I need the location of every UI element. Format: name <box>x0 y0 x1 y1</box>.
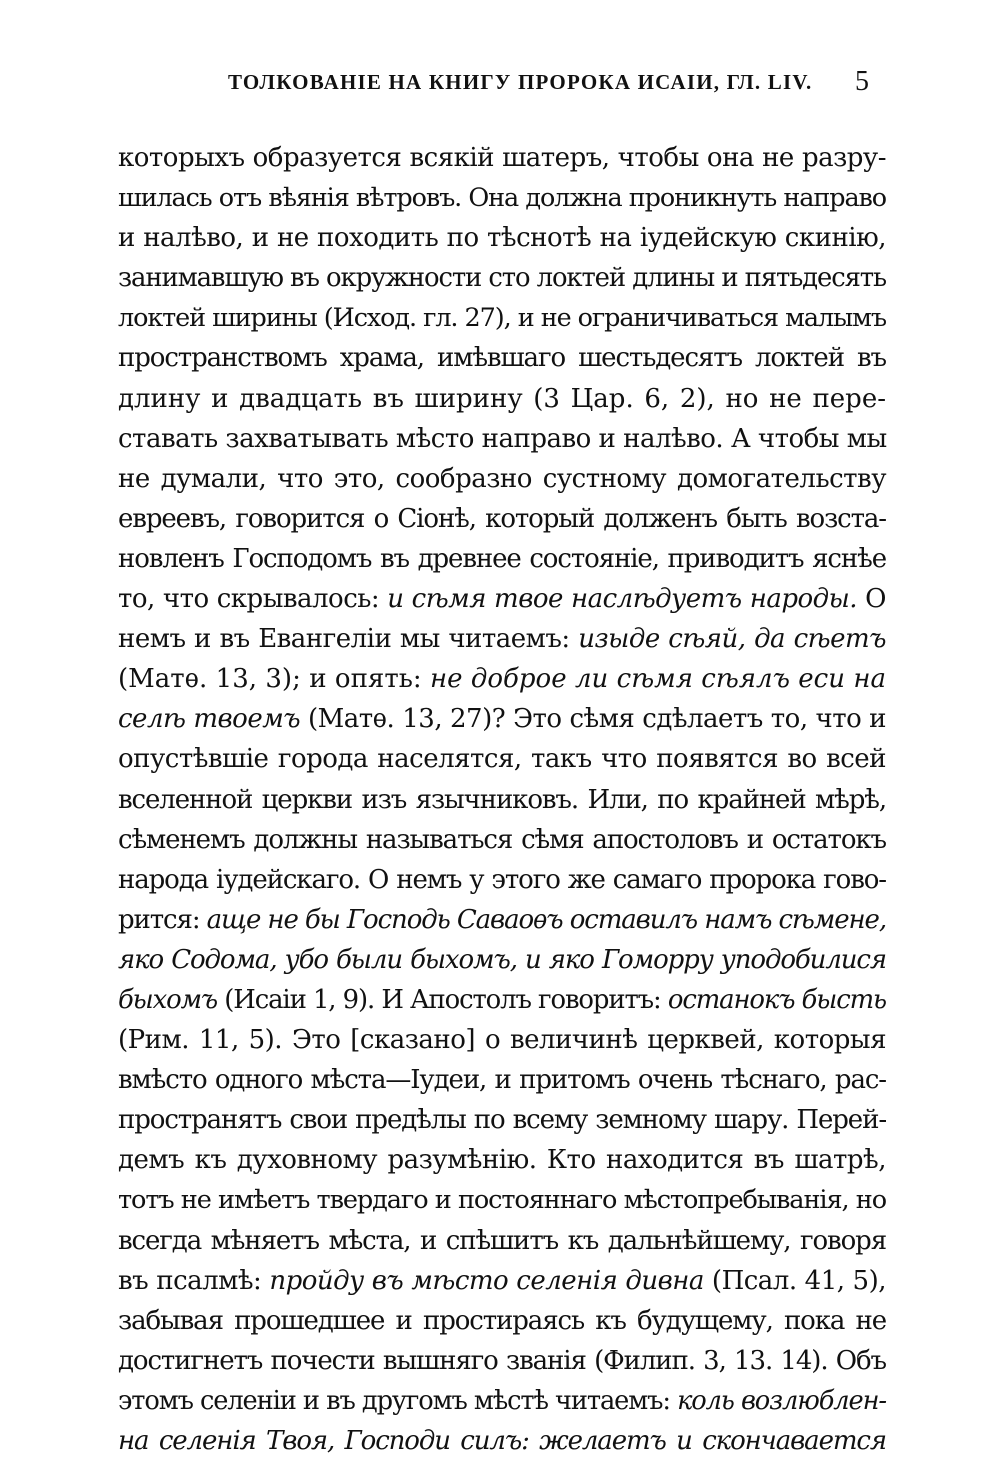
text-line <box>118 499 886 539</box>
italic-quote: изыде сѣяй, да сѣетъ <box>578 624 886 655</box>
text-segment: сѣменемъ должны называться сѣмя апостоловъ и остатокъ <box>118 824 886 855</box>
italic-quote: пройду въ мѣсто селенія дивна <box>269 1265 704 1296</box>
text-line <box>118 539 886 579</box>
text-line <box>118 1261 886 1301</box>
text-line <box>118 739 886 779</box>
text-line <box>118 298 886 338</box>
italic-quote: быхомъ <box>118 984 218 1015</box>
text-line <box>118 1100 886 1140</box>
text-segment: (Псал. 41, 5), <box>703 1265 887 1296</box>
italic-quote: останокъ бысть <box>667 984 886 1015</box>
text-segment: достигнетъ почести вышняго званія (Филип. 3, 13. 14). Объ <box>118 1345 886 1376</box>
text-segment: немъ и въ Евангеліи мы читаемъ: <box>118 624 579 655</box>
text-segment: новленъ Господомъ въ древнее состояніе, приводитъ яснѣе <box>118 543 886 574</box>
text-segment: локтей ширины (Исход. гл. 27), и не ограничиваться малымъ <box>118 303 886 334</box>
text-segment: (Матѳ. 13, 27)? Это сѣмя сдѣлаетъ то, что и <box>300 704 887 735</box>
text-segment: пространятъ свои предѣлы по всему земному шару. Перей- <box>118 1105 886 1136</box>
italic-quote: яко Содома, убо были быхомъ, и яко Гоморру уподобилися <box>118 944 886 975</box>
italic-quote: и сѣмя твое наслѣдуетъ народы. <box>387 584 858 615</box>
text-segment: (Исаіи 1, 9). И Апостолъ говоритъ: <box>217 984 668 1015</box>
text-segment: народа іудейскаго. О немъ у этого же самаго пророка гово- <box>118 864 886 895</box>
text-line <box>118 940 886 980</box>
italic-quote: аще не бы Господь Саваоѳъ оставилъ намъ сѣмене, <box>206 904 886 935</box>
text-segment: (Рим. 11, 5). Это [сказано] о величинѣ церквей, которыя <box>118 1025 886 1056</box>
text-segment: этомъ селеніи и въ другомъ мѣстѣ читаемъ: <box>118 1385 678 1416</box>
text-segment: (Матѳ. 13, 3); и опять: <box>118 664 430 695</box>
text-segment: не думали, что это, сообразно сустному домогательству <box>118 463 886 494</box>
text-segment: длину и двадцать въ ширину (3 Цар. 6, 2), но не пере- <box>118 383 886 414</box>
text-line <box>118 579 886 619</box>
text-line <box>118 980 886 1020</box>
text-segment: то, что скрывалось: <box>118 584 388 615</box>
text-segment: тотъ не имѣетъ твердаго и постояннаго мѣстопребыванія, но <box>118 1185 886 1216</box>
text-segment: пространствомъ храма, имѣвшаго шестьдесятъ локтей въ <box>118 343 886 374</box>
text-line <box>118 379 886 419</box>
text-line <box>118 1140 886 1180</box>
text-segment: занимавшую въ окружности сто локтей длины и пятьдесять <box>118 263 886 294</box>
text-line <box>118 218 886 258</box>
text-segment: демъ къ духовному разумѣнію. Кто находится въ шатрѣ, <box>118 1145 886 1176</box>
text-segment: опустѣвшіе города населятся, такъ что появятся во всей <box>118 744 886 775</box>
text-line <box>118 1421 886 1461</box>
text-line <box>118 699 886 739</box>
text-line <box>118 419 886 459</box>
text-segment: шилась отъ вѣянія вѣтровъ. Она должна проникнуть направо <box>118 183 886 214</box>
italic-quote: на селенія Твоя, Господи силъ: желаетъ и скончавается <box>118 1426 886 1456</box>
italic-quote: селѣ твоемъ <box>118 704 301 735</box>
text-segment: ставать захватывать мѣсто направо и налѣво. А чтобы мы <box>118 423 887 454</box>
running-title: ТОЛКОВАНІЕ НА КНИГУ ПРОРОКА ИСАІИ, ГЛ. LIV. <box>228 70 813 94</box>
page-number: 5 <box>855 66 869 97</box>
text-line <box>118 1381 886 1421</box>
text-line <box>118 459 886 499</box>
text-line <box>118 1301 886 1341</box>
body-text <box>118 138 886 1461</box>
text-segment: О <box>857 584 886 615</box>
text-segment: всегда мѣняетъ мѣста, и спѣшитъ къ дальнѣйшему, говоря <box>118 1225 886 1256</box>
text-line <box>118 860 886 900</box>
text-line <box>118 1060 886 1100</box>
text-line <box>118 1180 886 1220</box>
text-line <box>118 138 886 178</box>
text-segment: рится: <box>118 904 207 935</box>
text-segment: вмѣсто одного мѣста—Іудеи, и притомъ очень тѣснаго, рас- <box>118 1065 886 1096</box>
text-segment: которыхъ образуется всякій шатеръ, чтобы она не разру- <box>118 143 886 173</box>
text-segment: въ псалмѣ: <box>118 1265 270 1296</box>
text-segment: евреевъ, говорится о Сіонѣ, который долженъ быть возста- <box>118 503 886 534</box>
text-segment: вселенной церкви изъ язычниковъ. Или, по крайней мѣрѣ, <box>118 784 886 815</box>
text-line <box>118 780 886 820</box>
italic-quote: коль возлюблен- <box>677 1385 886 1416</box>
text-line <box>118 619 886 659</box>
text-segment: и налѣво, и не походить по тѣснотѣ на іудейскую скинію, <box>118 223 886 254</box>
text-segment: забывая прошедшее и простираясь къ будущему, пока не <box>118 1305 886 1336</box>
text-line <box>118 820 886 860</box>
text-line <box>118 258 886 298</box>
text-line <box>118 659 886 699</box>
text-line <box>118 1341 886 1381</box>
italic-quote: не доброе ли сѣмя сѣялъ еси на <box>430 664 886 695</box>
text-line <box>118 178 886 218</box>
text-line <box>118 1221 886 1261</box>
text-line <box>118 1020 886 1060</box>
text-line <box>118 338 886 378</box>
text-line <box>118 900 886 940</box>
